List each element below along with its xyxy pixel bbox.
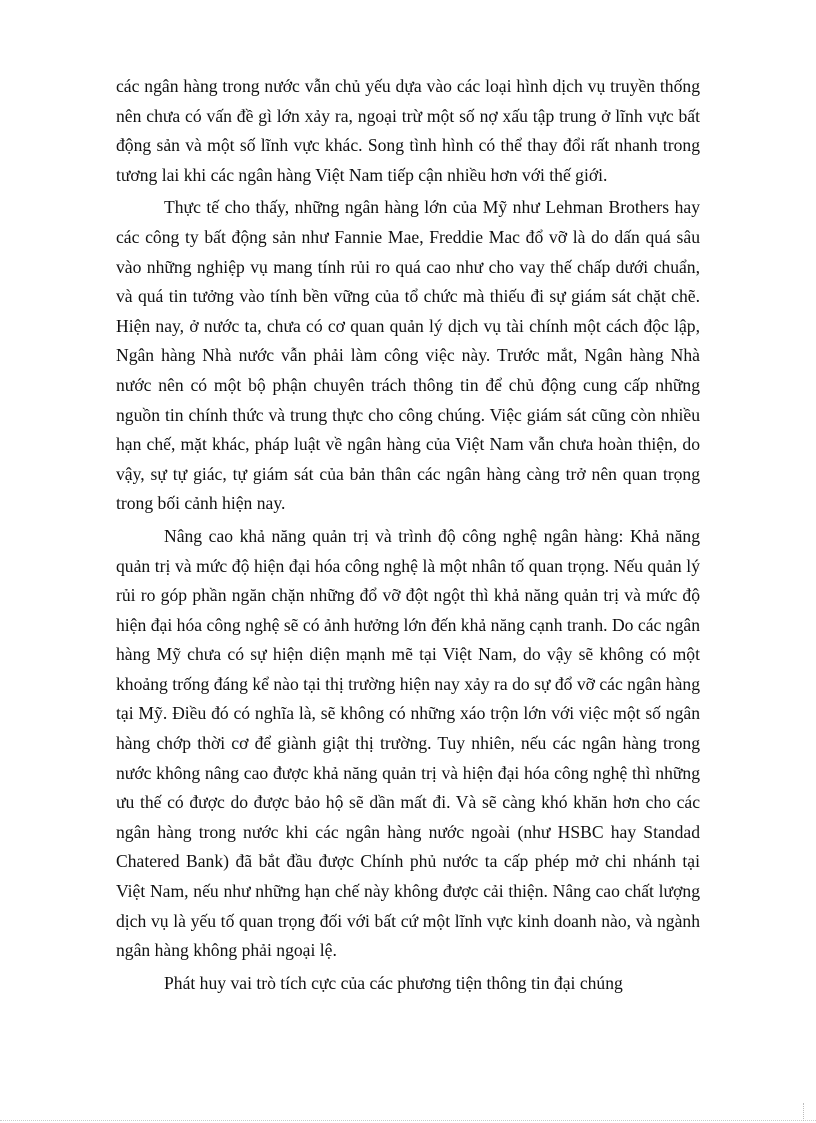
paragraph-1: các ngân hàng trong nước vẫn chủ yếu dựa vào các loại hình dịch vụ truyền thống nên chưa có vấn đề gì lớn xảy ra, ngoại trừ một số nợ xấu tập trung ở lĩnh vực bất động sản và một số lĩnh vực khác. Song tình hình có thể thay đổi rất nhanh trong tương lai khi các ngân hàng Việt Nam tiếp cận nhiều hơn với thế giới. [116, 76, 700, 185]
paragraph-4: Phát huy vai trò tích cực của các phương tiện thông tin đại chúng [164, 972, 623, 993]
document-body [116, 72, 700, 1001]
paragraph-2: Thực tế cho thấy, những ngân hàng lớn của Mỹ như Lehman Brothers hay các công ty bất động sản như Fannie Mae, Freddie Mac đổ vỡ là do dấn quá sâu vào những nghiệp vụ mang tính rủi ro quá cao như cho vay thế chấp dưới chuẩn, và quá tin tưởng vào tính bền vững của tổ chức mà thiếu đi sự giám sát chặt chẽ. Hiện nay, ở nước ta, chưa có cơ quan quản lý dịch vụ tài chính một cách độc lập, Ngân hàng Nhà nước vẫn phải làm công việc này. Trước mắt, Ngân hàng Nhà nước nên có một bộ phận chuyên trách thông tin để chủ động cung cấp những nguồn tin chính thức và trung thực cho công chúng. Việc giám sát cũng còn nhiều hạn chế, mặt khác, pháp luật về ngân hàng của Việt Nam vẫn chưa hoàn thiện, do vậy, sự tự giác, tự giám sát của bản thân các ngân hàng càng trở nên quan trọng trong bối cảnh hiện nay. [116, 197, 700, 514]
page-corner-mark [803, 1103, 816, 1121]
page-bottom-divider [0, 1120, 816, 1121]
paragraph-3: Nâng cao khả năng quản trị và trình độ công nghệ ngân hàng: Khả năng quản trị và mức độ hiện đại hóa công nghệ là một nhân tố quan trọng. Nếu quản lý rủi ro góp phần ngăn chặn những đổ vỡ đột ngột thì khả năng quản trị và mức độ hiện đại hóa công nghệ sẽ có ảnh hưởng lớn đến khả năng cạnh tranh. Do các ngân hàng Mỹ chưa có sự hiện diện mạnh mẽ tại Việt Nam, do vậy sẽ không có một khoảng trống đáng kể nào tại thị trường hiện nay xảy ra do sự đổ vỡ các ngân hàng tại Mỹ. Điều đó có nghĩa là, sẽ không có những xáo trộn lớn với việc một số ngân hàng chớp thời cơ để giành giật thị trường. Tuy nhiên, nếu các ngân hàng trong nước không nâng cao được khả năng quản trị và hiện đại hóa công nghệ thì những ưu thế có được do được bảo hộ sẽ dần mất đi. Và sẽ càng khó khăn hơn cho các ngân hàng trong nước khi các ngân hàng nước ngoài (như HSBC hay Standad Chatered Bank) đã bắt đầu được Chính phủ nước ta cấp phép mở chi nhánh tại Việt Nam, nếu như những hạn chế này không được cải thiện. Nâng cao chất lượng dịch vụ là yếu tố quan trọng đối với bất cứ một lĩnh vực kinh doanh nào, và ngành ngân hàng không phải ngoại lệ. [116, 525, 700, 961]
